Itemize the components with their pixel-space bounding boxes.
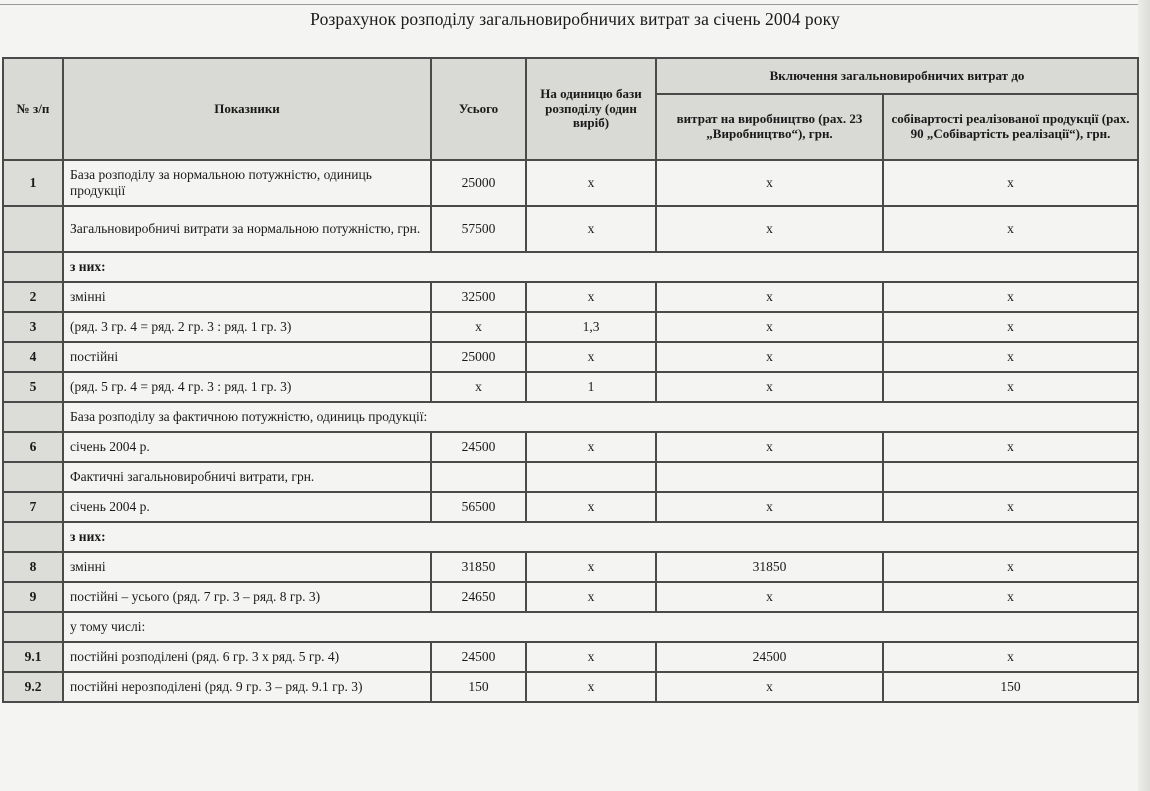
cost-of-sales-cell: х [883, 312, 1138, 342]
row-number: 6 [3, 432, 63, 462]
table-row [3, 522, 1138, 552]
per-unit-cell: х [526, 206, 656, 252]
row-label: змінні [63, 282, 431, 312]
per-unit-cell: 1,3 [526, 312, 656, 342]
table-row [3, 282, 1138, 312]
per-unit-cell: х [526, 552, 656, 582]
row-label: Загальновиробничі витрати за нормальною потужністю, грн. [63, 206, 431, 252]
header-per-unit: На одиницю бази розподілу (один виріб) [526, 58, 656, 160]
per-unit-cell: х [526, 160, 656, 206]
total-cell: 24650 [431, 582, 526, 612]
cost-of-sales-cell: х [883, 552, 1138, 582]
row-number: 3 [3, 312, 63, 342]
allocation-table [2, 57, 1139, 703]
row-label: січень 2004 р. [63, 492, 431, 522]
total-cell [431, 462, 526, 492]
header-total: Усього [431, 58, 526, 160]
production-cell: х [656, 342, 883, 372]
row-number [3, 462, 63, 492]
total-cell: х [431, 372, 526, 402]
row-label: січень 2004 р. [63, 432, 431, 462]
total-cell: 56500 [431, 492, 526, 522]
row-number [3, 252, 63, 282]
table-row [3, 492, 1138, 522]
section-label: у тому числі: [63, 612, 1138, 642]
row-number: 8 [3, 552, 63, 582]
production-cell: х [656, 672, 883, 702]
table-row [3, 160, 1138, 206]
row-label: постійні розподілені (ряд. 6 гр. 3 х ряд. 5 гр. 4) [63, 642, 431, 672]
header-cost-of-sales: собівартості реалізованої продукції (рах. 90 „Собівартість реалізації“), грн. [883, 94, 1138, 160]
per-unit-cell: х [526, 642, 656, 672]
table-row [3, 462, 1138, 492]
per-unit-cell: 1 [526, 372, 656, 402]
row-number: 1 [3, 160, 63, 206]
total-cell: 57500 [431, 206, 526, 252]
production-cell: х [656, 160, 883, 206]
per-unit-cell: х [526, 582, 656, 612]
row-number: 5 [3, 372, 63, 402]
row-label: (ряд. 5 гр. 4 = ряд. 4 гр. 3 : ряд. 1 гр. 3) [63, 372, 431, 402]
production-cell [656, 462, 883, 492]
table-row [3, 642, 1138, 672]
row-number: 9 [3, 582, 63, 612]
per-unit-cell: х [526, 492, 656, 522]
production-cell: х [656, 312, 883, 342]
section-label: База розподілу за фактичною потужністю, одиниць продукції: [63, 402, 1138, 432]
row-number: 2 [3, 282, 63, 312]
total-cell: 150 [431, 672, 526, 702]
per-unit-cell: х [526, 342, 656, 372]
per-unit-cell: х [526, 282, 656, 312]
table-row [3, 612, 1138, 642]
total-cell: х [431, 312, 526, 342]
cost-of-sales-cell: х [883, 282, 1138, 312]
cost-of-sales-cell [883, 462, 1138, 492]
production-cell: х [656, 432, 883, 462]
production-cell: х [656, 282, 883, 312]
document-title: Розрахунок розподілу загальновиробничих витрат за січень 2004 року [310, 9, 840, 29]
row-number: 7 [3, 492, 63, 522]
production-cell: х [656, 492, 883, 522]
header-production: витрат на виробництво (рах. 23 „Виробництво“), грн. [656, 94, 883, 160]
page-edge [1138, 0, 1150, 791]
table-row [3, 342, 1138, 372]
header-indicator: Показники [63, 58, 431, 160]
row-number [3, 402, 63, 432]
cost-of-sales-cell: 150 [883, 672, 1138, 702]
header-num: № з/п [3, 58, 63, 160]
production-cell: 31850 [656, 552, 883, 582]
total-cell: 31850 [431, 552, 526, 582]
cost-of-sales-cell: х [883, 206, 1138, 252]
production-cell: х [656, 582, 883, 612]
total-cell: 24500 [431, 432, 526, 462]
row-label: (ряд. 3 гр. 4 = ряд. 2 гр. 3 : ряд. 1 гр. 3) [63, 312, 431, 342]
row-label: постійні – усього (ряд. 7 гр. 3 – ряд. 8 гр. 3) [63, 582, 431, 612]
table-row [3, 312, 1138, 342]
table-body [3, 160, 1138, 702]
row-number [3, 612, 63, 642]
production-cell: х [656, 206, 883, 252]
cost-of-sales-cell: х [883, 642, 1138, 672]
table-row [3, 432, 1138, 462]
row-number [3, 206, 63, 252]
row-number: 9.2 [3, 672, 63, 702]
row-number [3, 522, 63, 552]
cost-of-sales-cell: х [883, 160, 1138, 206]
total-cell: 25000 [431, 160, 526, 206]
production-cell: 24500 [656, 642, 883, 672]
table-row [3, 672, 1138, 702]
row-number: 4 [3, 342, 63, 372]
row-label: постійні нерозподілені (ряд. 9 гр. 3 – ряд. 9.1 гр. 3) [63, 672, 431, 702]
table-row [3, 582, 1138, 612]
table-row [3, 402, 1138, 432]
cost-of-sales-cell: х [883, 342, 1138, 372]
table-row [3, 552, 1138, 582]
row-label: постійні [63, 342, 431, 372]
total-cell: 32500 [431, 282, 526, 312]
cost-of-sales-cell: х [883, 492, 1138, 522]
per-unit-cell: х [526, 672, 656, 702]
cost-of-sales-cell: х [883, 582, 1138, 612]
table-row [3, 252, 1138, 282]
total-cell: 24500 [431, 642, 526, 672]
header-inclusion: Включення загальновиробничих витрат до [656, 58, 1138, 94]
total-cell: 25000 [431, 342, 526, 372]
row-number: 9.1 [3, 642, 63, 672]
production-cell: х [656, 372, 883, 402]
row-label: База розподілу за нормальною потужністю, одиниць продукції [63, 160, 431, 206]
table-row [3, 372, 1138, 402]
table-row [3, 206, 1138, 252]
per-unit-cell: х [526, 432, 656, 462]
section-label: з них: [63, 522, 1138, 552]
row-label: змінні [63, 552, 431, 582]
per-unit-cell [526, 462, 656, 492]
cost-of-sales-cell: х [883, 372, 1138, 402]
cost-of-sales-cell: х [883, 432, 1138, 462]
top-rule [0, 4, 1150, 5]
section-label: з них: [63, 252, 1138, 282]
row-label: Фактичні загальновиробничі витрати, грн. [63, 462, 431, 492]
